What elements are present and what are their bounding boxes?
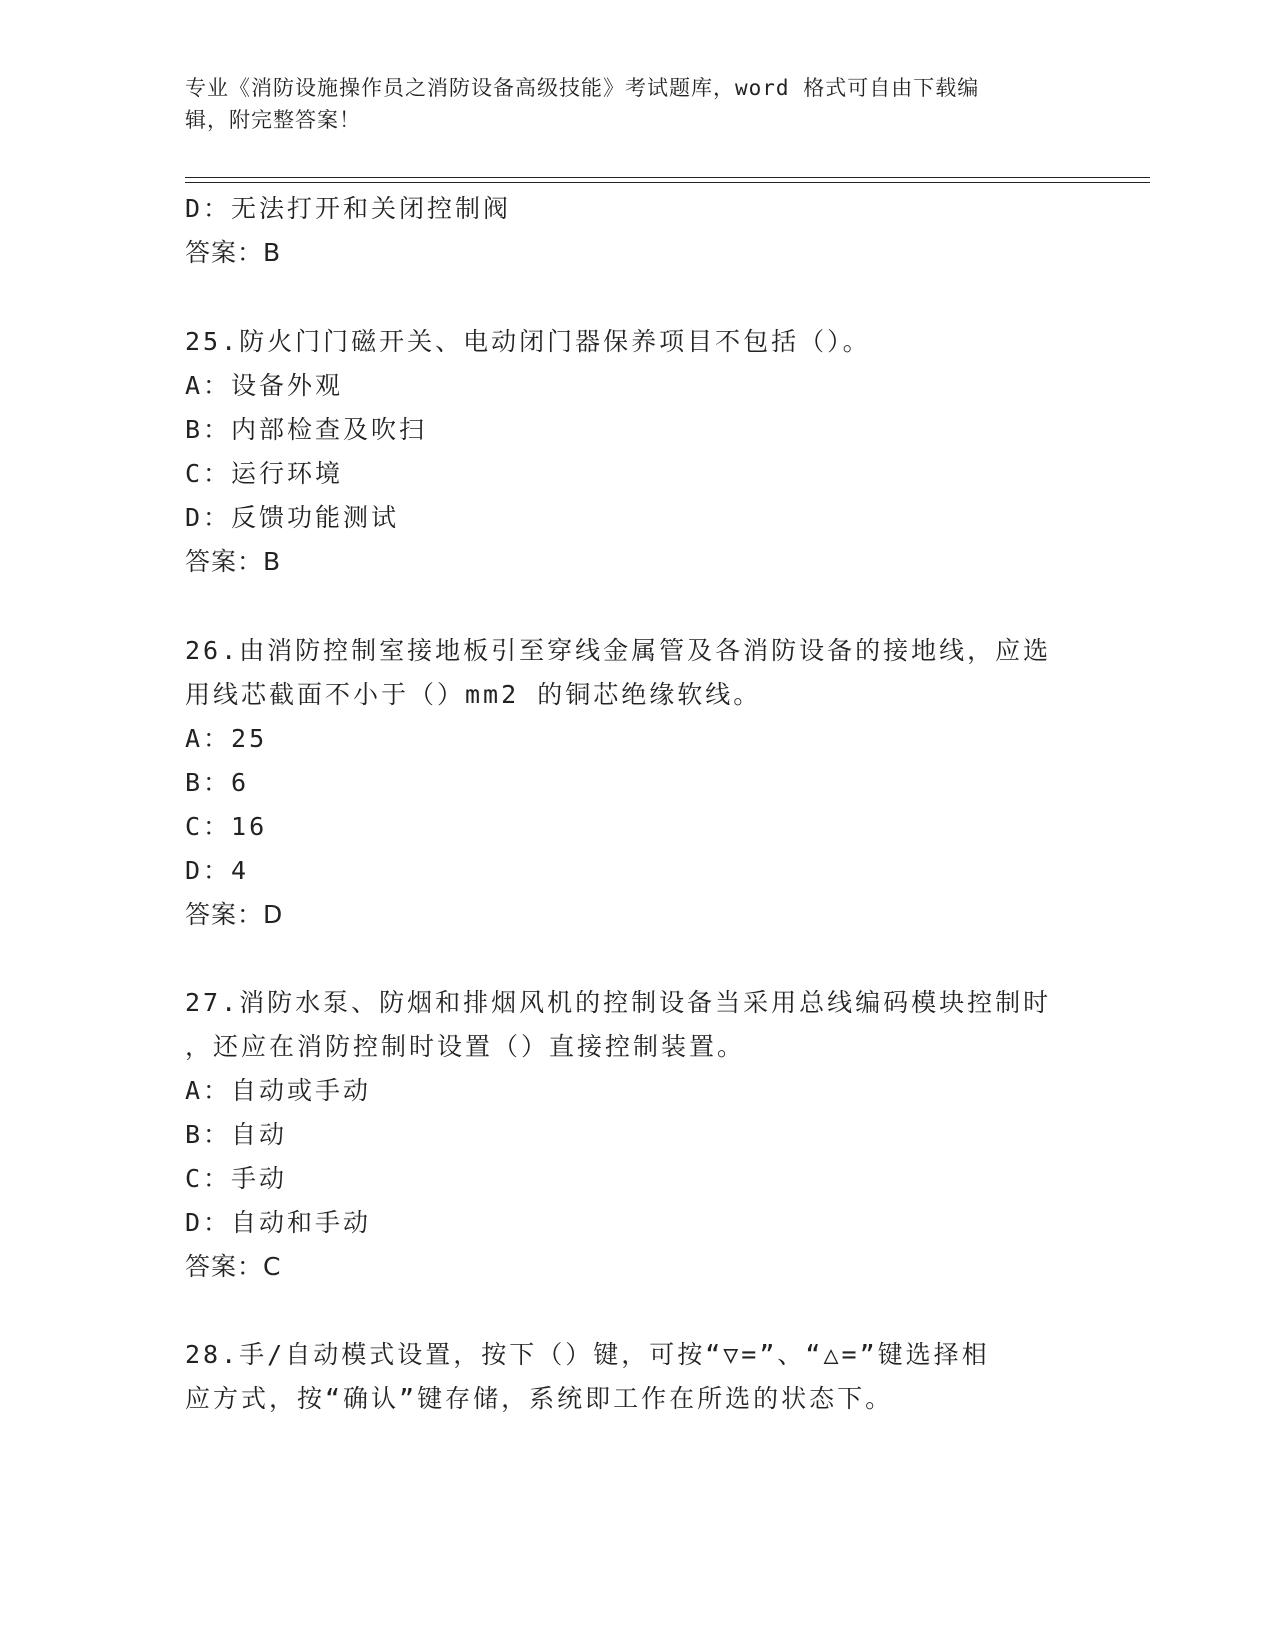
header-line-2: 辑，附完整答案！ bbox=[185, 108, 361, 132]
q25-option-c: C：运行环境 bbox=[185, 459, 344, 488]
q25-option-d: D：反馈功能测试 bbox=[185, 503, 400, 532]
q26-option-c: C：16 bbox=[185, 812, 268, 841]
q25-stem: 25.防火门门磁开关、电动闭门器保养项目不包括（）。 bbox=[185, 327, 871, 356]
header-divider-top bbox=[185, 177, 1150, 178]
q25-answer: 答案：B bbox=[185, 547, 282, 576]
header-divider-bottom bbox=[185, 182, 1150, 183]
q28-stem-line-1: 28.手/自动模式设置，按下（）键，可按“▽=”、“△=”键选择相 bbox=[185, 1340, 990, 1369]
q28-stem-line-2: 应方式，按“确认”键存储，系统即工作在所选的状态下。 bbox=[185, 1384, 894, 1413]
q27-option-d: D：自动和手动 bbox=[185, 1208, 372, 1237]
q27-stem-line-2: ，还应在消防控制时设置（）直接控制装置。 bbox=[185, 1032, 746, 1061]
q27-answer: 答案：C bbox=[185, 1252, 282, 1281]
q26-stem-line-2: 用线芯截面不小于（）mm2 的铜芯绝缘软线。 bbox=[185, 680, 762, 709]
q26-option-b: B：6 bbox=[185, 768, 250, 797]
q26-option-a: A：25 bbox=[185, 724, 268, 753]
q26-stem-line-1: 26.由消防控制室接地板引至穿线金属管及各消防设备的接地线，应选 bbox=[185, 636, 1052, 665]
q27-stem-line-1: 27.消防水泵、防烟和排烟风机的控制设备当采用总线编码模块控制时 bbox=[185, 988, 1052, 1017]
q25-option-b: B：内部检查及吹扫 bbox=[185, 415, 428, 444]
q27-option-a: A：自动或手动 bbox=[185, 1076, 372, 1105]
q27-option-c: C：手动 bbox=[185, 1164, 288, 1193]
q27-option-b: B：自动 bbox=[185, 1120, 288, 1149]
document-header bbox=[185, 72, 1065, 136]
q24-option-d: D：无法打开和关闭控制阀 bbox=[185, 194, 512, 223]
q26-option-d: D：4 bbox=[185, 856, 250, 885]
q25-option-a: A：设备外观 bbox=[185, 371, 344, 400]
header-line-1: 专业《消防设施操作员之消防设备高级技能》考试题库，word 格式可自由下载编 bbox=[185, 76, 980, 100]
q24-answer: 答案：B bbox=[185, 238, 282, 267]
q26-answer: 答案：D bbox=[185, 900, 284, 929]
